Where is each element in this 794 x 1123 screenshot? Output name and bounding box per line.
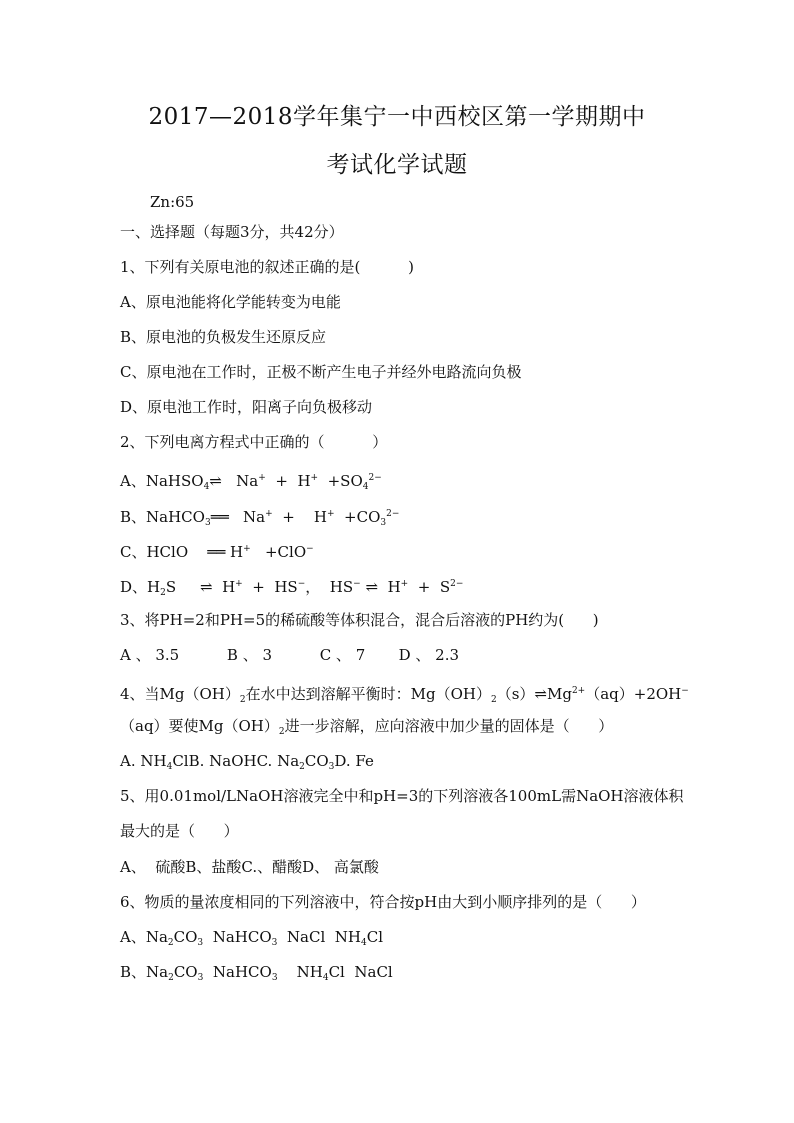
q2-option-b: B、NaHCO$_3$══ Na+ + $H^+ +CO_3^{2-}$ <box>120 508 400 528</box>
q1-stem: 1、下列有关原电池的叙述正确的是( ) <box>120 258 414 276</box>
exam-title-line2: 考试化学试题 <box>326 152 468 178</box>
q4-stem-line2: （aq）要使$Mg(OH)_2$进一步溶解，应向溶液中加少量的固体是（ ） <box>120 717 614 737</box>
section-heading-choice: 一、选择题（每题3分，共42分） <box>120 223 344 241</box>
q3-options: A 、 3.5 B 、 3 C 、 7 D 、 2.3 <box>120 646 460 664</box>
q2-option-c: C、HClO ══ H+ +ClO− <box>120 543 314 561</box>
q5-options: A、 硫酸B、盐酸C.、醋酸D、 高氯酸 <box>120 858 379 876</box>
q2-option-a: A、NaHSO$_4$⇌ $Na^+ + H^+ +SO_4^{2-}$ <box>120 472 382 492</box>
q3-stem: 3、将PH=2和PH=5的稀硫酸等体积混合，混合后溶液的PH约为( ) <box>120 611 599 629</box>
q1-option-b: B、原电池的负极发生还原反应 <box>120 328 327 346</box>
q2-option-d: D、$H_2S$ ⇌ H+ + HS−， HS− ⇌ $H^+ + S^{2-}$ <box>120 578 464 598</box>
q6-option-b: B、$Na_2CO_3$ NaHCO$_3$ $NH_4Cl$ NaCl <box>120 963 393 983</box>
q1-option-a: A、原电池能将化学能转变为电能 <box>120 293 341 311</box>
q4-options: A. $NH_4ClB$. NaOHC. $Na_2CO_3D$. Fe <box>120 752 374 772</box>
q2-stem: 2、下列电离方程式中正确的（ ） <box>120 433 388 451</box>
q1-option-d: D、原电池工作时，阳离子向负极移动 <box>120 398 373 416</box>
q4-stem-line1: 4、当$Mg(OH)_2$在水中达到溶解平衡时：$Mg(OH)_2(s)\rightleftharpoons Mg^{2+}(aq)+2OH^-$ <box>120 685 689 705</box>
q6-stem: 6、物质的量浓度相同的下列溶液中，符合按pH由大到小顺序排列的是（ ） <box>120 893 646 911</box>
q5-stem-line2: 最大的是（ ） <box>120 822 239 840</box>
exam-title-line1: 2017—2018学年集宁一中西校区第一学期期中 <box>148 104 646 130</box>
q5-stem-line1: 5、用0.01mol/LNaOH溶液完全中和pH=3的下列溶液各100mL需NaOH溶液体积 <box>120 787 684 805</box>
atomic-mass-note: Zn:65 <box>150 193 195 211</box>
q1-option-c: C、原电池在工作时，正极不断产生电子并经外电路流向负极 <box>120 363 522 381</box>
q6-option-a: A、$Na_2CO_3$ NaHCO$_3$ NaCl $NH_4Cl$ <box>120 928 383 948</box>
